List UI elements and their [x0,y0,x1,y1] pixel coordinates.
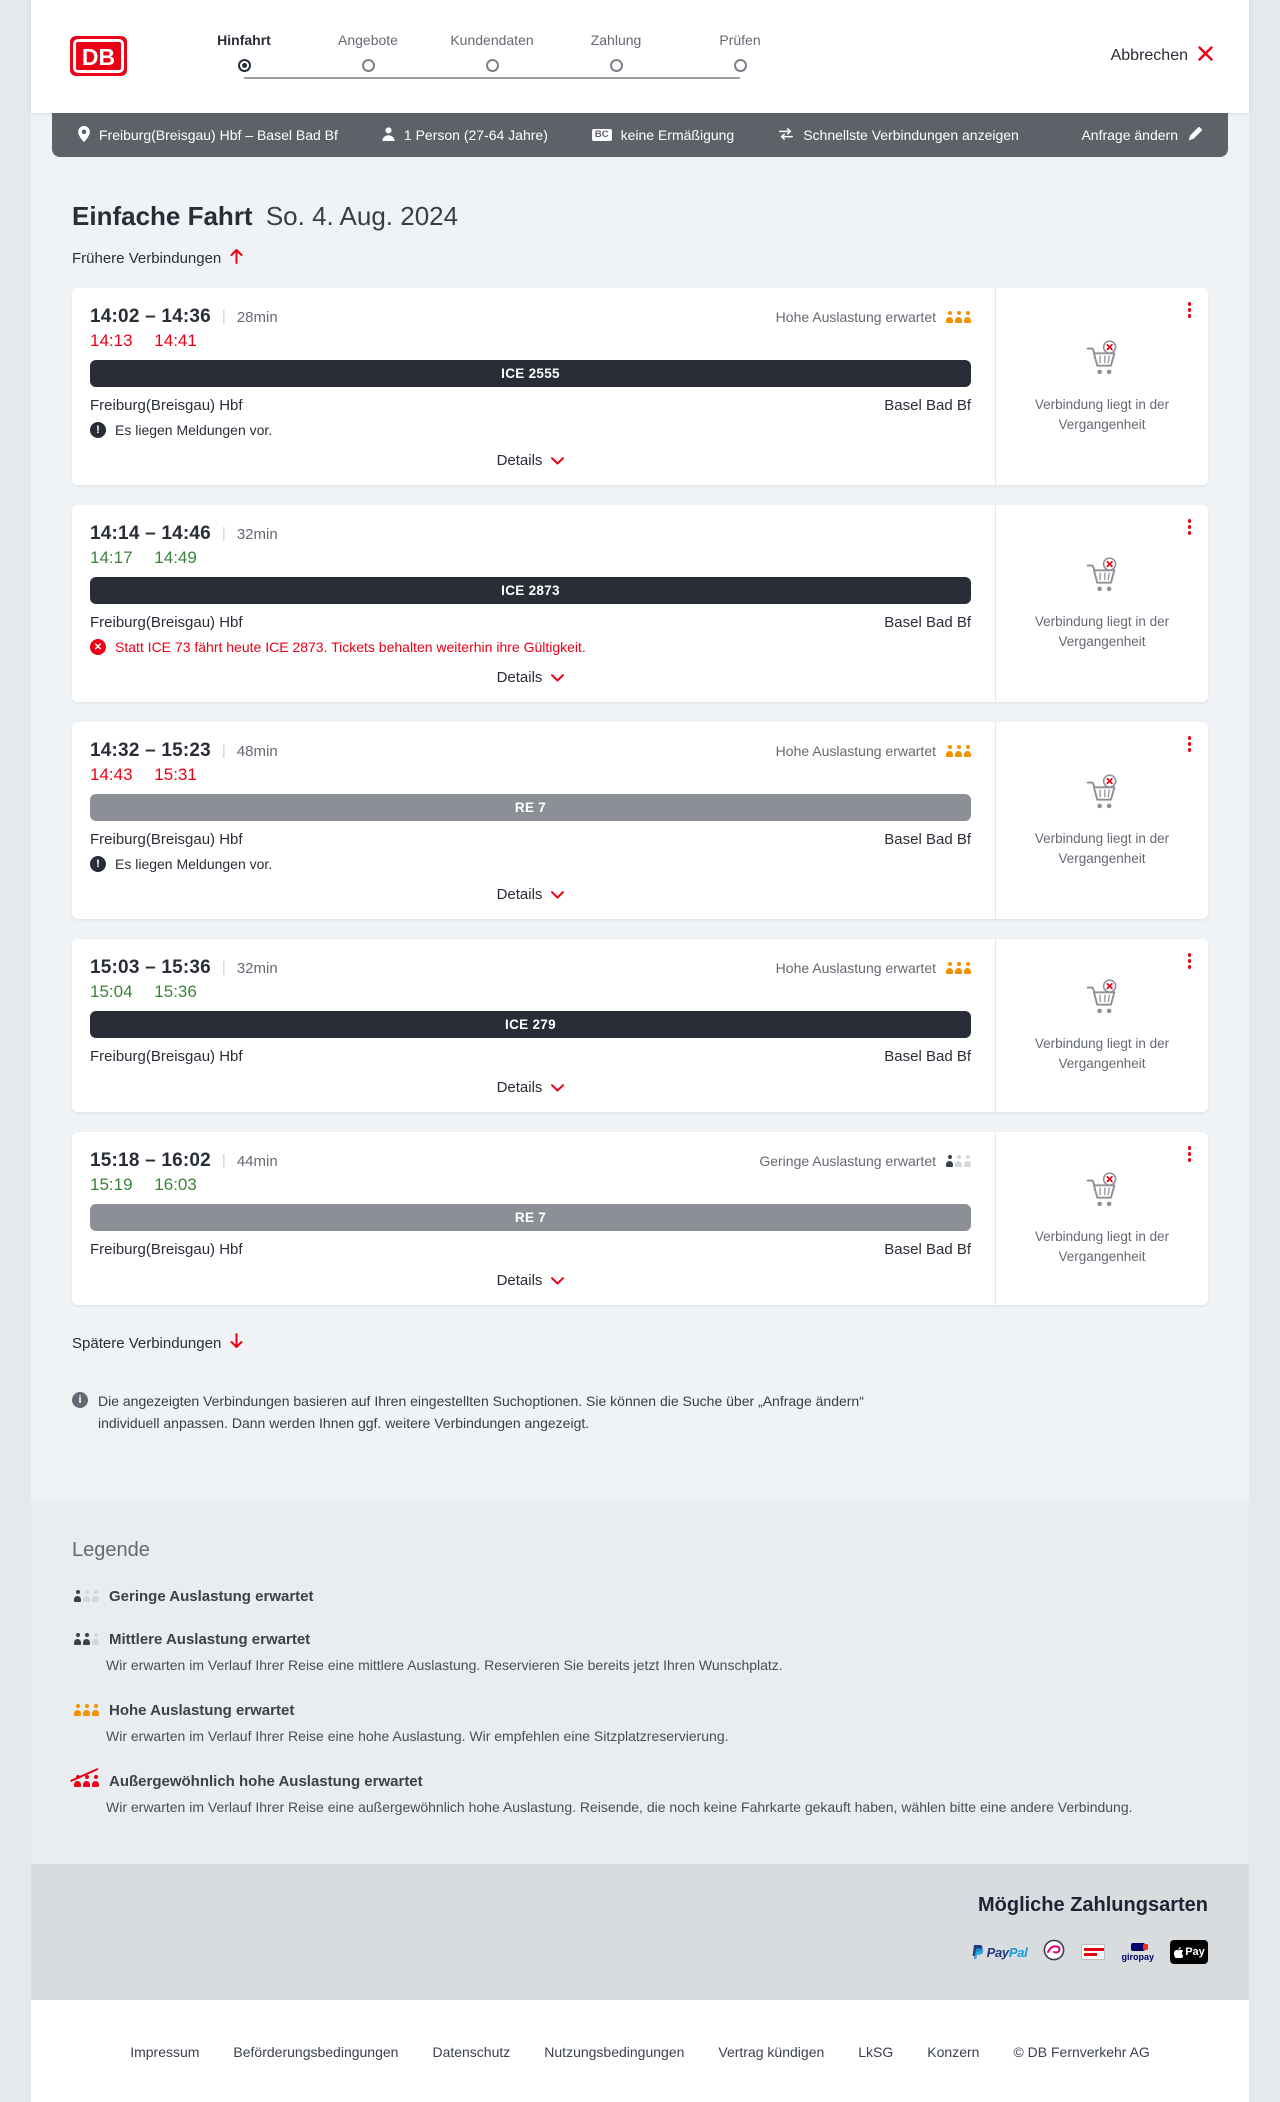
details-label: Details [496,886,543,904]
journey-date: So. 4. Aug. 2024 [265,201,459,231]
connection-message [90,422,971,438]
actual-departure: 15:19 [90,1175,133,1195]
trip-filter[interactable] [778,127,1019,143]
step-label: Angebote [338,32,398,48]
apple-pay-label: Pay [1185,1946,1205,1959]
occupancy [759,1153,971,1169]
kebab-menu[interactable] [1186,951,1194,971]
connection-card-main [72,722,995,919]
trip-route [78,126,338,145]
legend-item-label: Hohe Auslastung erwartet [109,1701,295,1719]
arrival-station: Basel Bad Bf [884,614,971,632]
train-number: ICE 279 [505,1017,556,1033]
past-connection-note: Verbindung liegt in der Vergangenheit [1034,614,1170,649]
connection-card [72,939,1208,1112]
connection-card [72,288,1208,485]
trip-route-label: Freiburg(Breisgau) Hbf – Basel Bad Bf [99,127,338,143]
occupancy [776,309,971,325]
legend-section [31,1499,1249,1864]
payments-title: Mögliche Zahlungsarten [977,1893,1208,1916]
paypal-label-1: Pay [986,1944,1009,1960]
occupancy-high-icon [944,311,971,323]
stations-row [90,1048,971,1065]
cart-unavailable-icon [1079,978,1125,1023]
step-label: Hinfahrt [217,32,271,48]
details-button[interactable] [491,1268,571,1293]
connection-card [72,722,1208,919]
chevron-down-icon [551,1079,564,1096]
search-options-notice [72,1391,1208,1434]
chevron-down-icon [551,886,564,903]
header [31,0,1249,113]
step-label: Prüfen [719,32,761,48]
legend-item [72,1702,1208,1747]
time-range: 15:03 – 15:36 [90,957,211,979]
step-angebote[interactable] [306,32,430,77]
notification-icon [90,856,106,872]
footer-link-vertrag-kuendigen[interactable]: Vertrag kündigen [718,2043,825,2060]
stations-row [90,614,971,631]
occupancy-label: Hohe Auslastung erwartet [775,960,936,977]
connection-card-side [995,288,1208,485]
legend-item-label: Außergewöhnlich hohe Auslastung erwartet [109,1772,423,1790]
occupancy-low-icon [72,1590,99,1602]
connection-message-text: Es liegen Meldungen vor. [115,422,273,439]
duration: 32min [236,959,278,977]
train-number: RE 7 [514,1210,547,1226]
cart-unavailable-icon [1079,339,1125,384]
stations-row [90,831,971,848]
kebab-menu[interactable] [1186,300,1194,320]
connection-card-side [995,505,1208,702]
chevron-down-icon [551,1272,564,1289]
earlier-connections-label: Frühere Verbindungen [72,249,222,267]
legend-item [72,1773,1208,1818]
actual-departure: 14:43 [90,765,133,785]
train-number: ICE 2555 [501,366,560,382]
trip-passengers [382,127,548,144]
details-label: Details [496,1272,543,1290]
occupancy-very-high-icon [72,1775,99,1787]
search-options-notice-text: Die angezeigten Verbindungen basieren auf Ihren eingestellten Suchoptionen. Sie können die Suche über „Anfrage ändern“ individuell anpassen. Dann werden Ihnen ggf. weitere Verbindungen angezeigt. [98,1393,864,1431]
occupancy-medium-icon [72,1633,99,1645]
details-button[interactable] [491,665,571,690]
connection-message [90,856,971,872]
kebab-menu[interactable] [1186,734,1194,754]
arrival-station: Basel Bad Bf [884,397,971,415]
details-label: Details [496,1079,543,1097]
legend-item-description: Wir erwarten im Verlauf Ihrer Reise eine außergewöhnlich hohe Auslastung. Reisende, die noch keine Fahrkarte gekauft haben, wählen bitte eine andere Verbindung. [106,1798,1133,1815]
legend-item [72,1588,1208,1605]
duration: 48min [236,742,278,760]
results-main [31,157,1249,1499]
actual-times [90,982,971,1002]
cart-unavailable-icon [1079,773,1125,818]
train-label-bar [90,577,971,604]
chevron-down-icon [551,452,564,469]
train-label-bar [90,360,971,387]
legend-item-label: Mittlere Auslastung erwartet [109,1630,311,1648]
notification-icon [90,422,106,438]
step-circle-active-icon [238,59,251,72]
time-range: 14:14 – 14:46 [90,523,211,545]
paypal-logo [971,1944,1028,1960]
footer-link-impressum[interactable]: Impressum [130,2043,200,2060]
stations-row [90,1241,971,1258]
connection-card-main [72,1132,995,1305]
actual-arrival: 14:49 [154,548,197,568]
giropay-mark [1131,1943,1145,1951]
occupancy-label: Hohe Auslastung erwartet [775,309,936,326]
time-range: 15:18 – 16:02 [90,1150,211,1172]
earlier-connections-link[interactable] [72,248,243,268]
location-pin-icon [78,126,90,145]
arrival-station: Basel Bad Bf [884,1241,971,1259]
past-connection-note: Verbindung liegt in der Vergangenheit [1034,1036,1170,1071]
occupancy-high-icon [72,1704,99,1716]
actual-times [90,548,971,568]
connection-card-side [995,939,1208,1112]
later-connections-link[interactable] [72,1333,243,1353]
trip-filter-label: Schnellste Verbindungen anzeigen [803,127,1019,143]
step-label: Kundendaten [450,32,534,48]
train-label-bar [90,1011,971,1038]
occupancy [776,743,971,759]
step-hinfahrt[interactable] [182,32,306,77]
departure-station: Freiburg(Breisgau) Hbf [90,614,243,632]
payment-circle-logo [1043,1939,1065,1966]
footer-links [51,2044,1229,2060]
change-request-label: Anfrage ändern [1081,127,1178,143]
legend-title: Legende [72,1538,150,1561]
arrow-down-icon [230,1333,243,1353]
cancel-button[interactable] [1111,46,1213,66]
past-connection-note: Verbindung liegt in der Vergangenheit [1034,1229,1170,1264]
actual-times [90,765,971,785]
separator [211,959,237,977]
chevron-down-icon [551,669,564,686]
legend-item-description: Wir erwarten im Verlauf Ihrer Reise eine hohe Auslastung. Wir empfehlen eine Sitzplatzreservierung. [106,1727,729,1744]
trip-summary-bar [52,113,1228,157]
arrival-station: Basel Bad Bf [884,1048,971,1066]
cancel-label: Abbrechen [1110,47,1188,64]
actual-departure: 14:13 [90,331,133,351]
bahncard-icon: BC [592,129,612,142]
swap-arrows-icon [778,127,794,143]
footer-link-lksg[interactable]: LkSG [858,2043,894,2060]
giropay-label: giropay [1121,1951,1154,1962]
cart-unavailable-icon [1079,556,1125,601]
duration: 32min [236,525,278,543]
giropay-logo [1121,1943,1154,1962]
connection-card-side [995,722,1208,919]
step-circle-icon [486,59,499,72]
train-number: ICE 2873 [501,583,560,599]
separator [211,742,237,760]
connection-card [72,505,1208,702]
connection-card-main [72,939,995,1112]
step-pruefen[interactable] [678,32,802,77]
connection-card-side [995,1132,1208,1305]
occupancy [776,960,971,976]
details-button[interactable] [491,882,571,907]
sepa-lastschrift-logo [1081,1944,1105,1960]
past-connection-note: Verbindung liegt in der Vergangenheit [1034,831,1170,866]
separator [211,1152,237,1170]
trip-bahncard [592,127,734,143]
journey-type-title: Einfache Fahrt [72,201,253,231]
legend-item-description: Wir erwarten im Verlauf Ihrer Reise eine mittlere Auslastung. Reservieren Sie bereits jetzt Ihren Wunschplatz. [106,1656,783,1673]
details-label: Details [496,669,543,687]
step-circle-icon [610,59,623,72]
footer-link-nutzungsbedingungen[interactable]: Nutzungsbedingungen [544,2043,685,2060]
actual-departure: 15:04 [90,982,133,1002]
progress-steps [182,32,802,77]
actual-arrival: 15:36 [154,982,197,1002]
train-number: RE 7 [514,800,547,816]
step-zahlung[interactable] [554,32,678,77]
occupancy-low-icon [944,1155,971,1167]
arrival-station: Basel Bad Bf [884,831,971,849]
info-icon: i [72,1392,88,1408]
db-logo[interactable] [70,36,127,81]
occupancy-high-icon [944,745,971,757]
footer [31,2000,1249,2102]
error-icon [90,639,106,655]
duration: 44min [236,1152,278,1170]
stations-row [90,397,971,414]
occupancy-label: Geringe Auslastung erwartet [759,1153,936,1170]
details-button[interactable] [491,1075,571,1100]
departure-station: Freiburg(Breisgau) Hbf [90,397,243,415]
step-kundendaten[interactable] [430,32,554,77]
trip-bahncard-label: keine Ermäßigung [620,127,735,143]
footer-link-datenschutz[interactable]: Datenschutz [432,2043,511,2060]
step-circle-icon [734,59,747,72]
train-label-bar [90,1204,971,1231]
copyright: © DB Fernverkehr AG [1013,2043,1150,2060]
past-connection-note: Verbindung liegt in der Vergangenheit [1034,397,1170,432]
actual-arrival: 14:41 [154,331,197,351]
later-connections-label: Spätere Verbindungen [72,1334,222,1352]
kebab-menu[interactable] [1186,1144,1194,1164]
close-icon [1198,46,1213,66]
details-button[interactable] [491,448,571,473]
footer-link-konzern[interactable]: Konzern [927,2043,980,2060]
footer-link-befoerderungsbedingungen[interactable]: Beförderungsbedingungen [233,2043,399,2060]
pencil-icon [1188,127,1202,144]
departure-station: Freiburg(Breisgau) Hbf [90,831,243,849]
departure-station: Freiburg(Breisgau) Hbf [90,1048,243,1066]
duration: 28min [236,308,278,326]
actual-times [90,1175,971,1195]
actual-arrival: 15:31 [154,765,197,785]
occupancy-label: Hohe Auslastung erwartet [775,743,936,760]
details-label: Details [496,452,543,470]
connection-card-main [72,505,995,702]
connection-message-text: Es liegen Meldungen vor. [115,856,273,873]
trip-passengers-label: 1 Person (27-64 Jahre) [403,127,548,143]
actual-departure: 14:17 [90,548,133,568]
person-icon [382,127,395,144]
time-range: 14:02 – 14:36 [90,306,211,328]
cart-unavailable-icon [1079,1171,1125,1216]
arrow-up-icon [230,248,243,268]
kebab-menu[interactable] [1186,517,1194,537]
train-label-bar [90,794,971,821]
change-request-button[interactable] [1081,127,1202,144]
actual-arrival: 16:03 [154,1175,197,1195]
connection-card [72,1132,1208,1305]
time-range: 14:32 – 15:23 [90,740,211,762]
connection-message [90,639,971,655]
app-container [31,0,1249,2102]
paypal-label-2: Pal [1008,1944,1028,1960]
separator [211,308,237,326]
step-circle-icon [362,59,375,72]
connection-card-main [72,288,995,485]
trip-summary-wrap [31,113,1249,157]
legend-item [72,1631,1208,1676]
steps-connector-line [244,77,740,79]
occupancy-high-icon [944,962,971,974]
payments-section [31,1864,1249,2000]
payment-methods-row [72,1939,1208,1966]
connection-message-text: Statt ICE 73 fährt heute ICE 2873. Tickets behalten weiterhin ihre Gültigkeit. [115,639,586,656]
departure-station: Freiburg(Breisgau) Hbf [90,1241,243,1259]
apple-pay-logo [1170,1940,1208,1964]
legend-item-label: Geringe Auslastung erwartet [109,1587,314,1605]
actual-times [90,331,971,351]
separator [211,525,237,543]
step-label: Zahlung [590,32,642,48]
db-logo-text: DB [81,44,116,70]
page-title [72,201,1208,232]
